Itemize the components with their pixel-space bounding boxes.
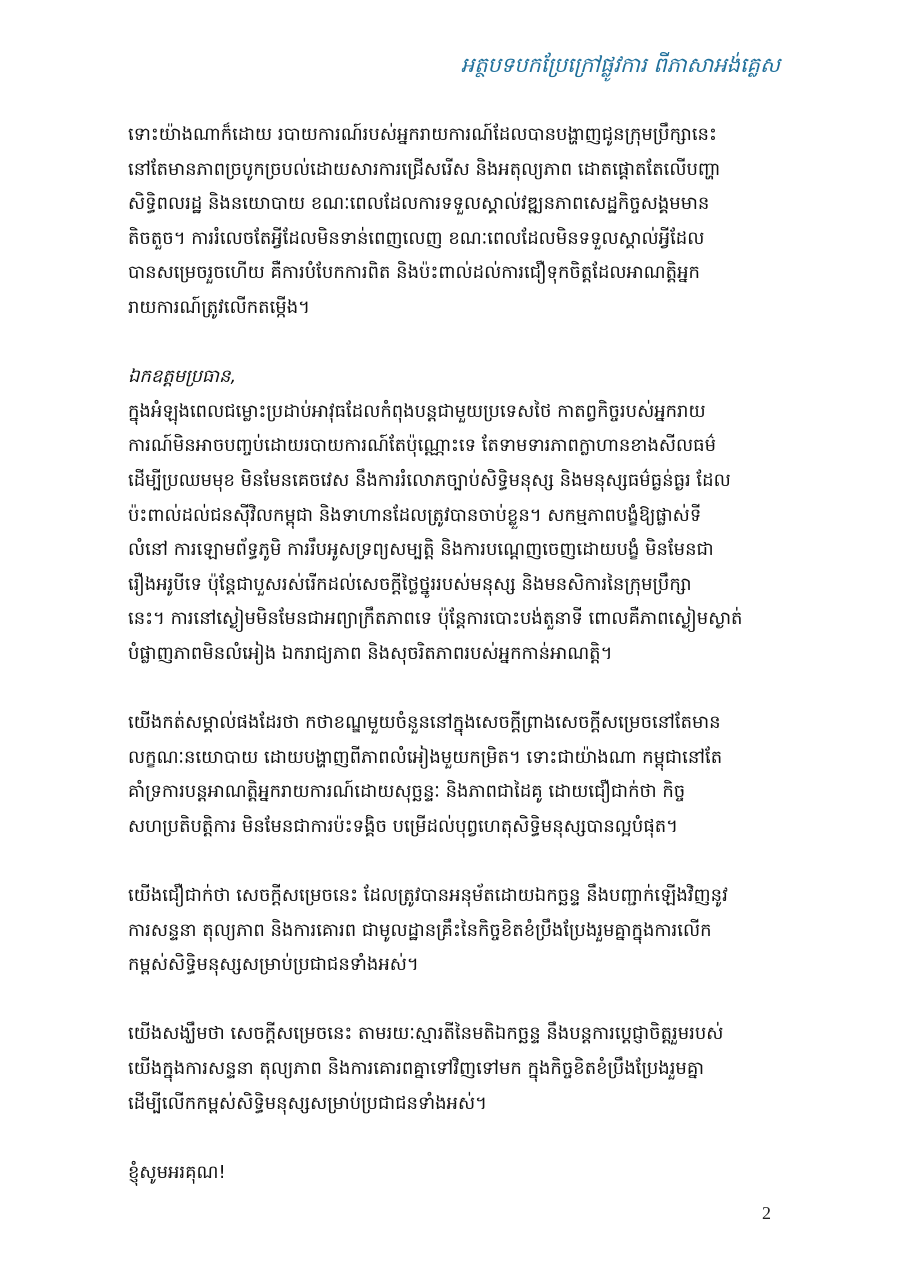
text-line: លក្ខណៈនយោបាយ ដោយបង្ហាញពីភាពលំអៀងមួយកម្រិត។ ទោះជាយ៉ាងណា កម្ពុជានៅតែ xyxy=(128,746,723,768)
text-line: កម្ពស់សិទ្ធិមនុស្សសម្រាប់ប្រជាជនទាំងអស់។ xyxy=(128,954,419,976)
text-line: យើងជឿជាក់ថា សេចក្តីសម្រេចនេះ ដែលត្រូវបានអនុម័តដោយឯកច្ឆន្ទ នឹងបញ្ជាក់ឡើងវិញនូវ xyxy=(128,885,728,907)
text-line: លំនៅ ការឡោមព័ទ្ធភូមិ ការរឹបអូសទ្រព្យសម្បត្តិ និងការបណ្តេញចេញដោយបង្ខំ មិនមែនជា xyxy=(128,539,714,561)
paragraph-3 xyxy=(128,706,780,844)
text-line: ការសន្ទនា តុល្យភាព និងការគោរព ជាមូលដ្ឋានគ្រឹះនៃកិច្ចខិតខំប្រឹងប្រែងរួមគ្នាក្នុងការលើក xyxy=(128,919,712,941)
text-line: សិទ្ធិពលរដ្ឋ និងនយោបាយ ខណៈពេលដែលការទទួលស្គាល់វឌ្ឍនភាពសេដ្ឋកិច្ចសង្គមមាន xyxy=(128,193,710,215)
text-line: យើងសង្ឃឹមថា សេចក្តីសម្រេចនេះ តាមរយៈស្មារតីនៃមតិឯកច្ឆន្ទ នឹងបន្តការប្តេជ្ញាចិត្តរួមរបស់ xyxy=(128,1023,724,1045)
text-line: ក្នុងអំឡុងពេលជម្លោះប្រដាប់អាវុធដែលកំពុងបន្តជាមួយប្រទេសថៃ កាតព្វកិច្ចរបស់អ្នករាយ xyxy=(128,400,706,422)
text-line: បំផ្លាញភាពមិនលំអៀង ឯករាជ្យភាព និងសុចរិតភាពរបស់អ្នកកាន់អាណត្តិ។ xyxy=(128,642,613,664)
paragraph-2 xyxy=(128,360,780,671)
paragraph-1 xyxy=(128,118,780,326)
text-line: ដើម្បីលើកកម្ពស់សិទ្ធិមនុស្សសម្រាប់ប្រជាជនទាំងអស់។ xyxy=(128,1092,487,1114)
text-line: នេះ។ ការនៅស្ងៀមមិនមែនជាអព្យាក្រឹតភាពទេ ប៉ុន្តែការបោះបង់តួនាទី ពោលគឺភាពស្ងៀមស្ងាត់ xyxy=(128,608,743,630)
text-line: គាំទ្រការបន្តអាណត្តិអ្នករាយការណ៍ដោយសុច្ឆន្ទៈ និងភាពជាដៃគូ ដោយជឿជាក់ថា កិច្ច xyxy=(128,781,686,803)
page-number: 2 xyxy=(762,1203,771,1223)
closing-line: ខ្ញុំសូមអរគុណ! xyxy=(128,1161,226,1183)
text-line: នៅតែមានភាពច្របូកច្របល់ដោយសារការជ្រើសរើស និងអតុល្យភាព ដោតផ្តោតតែលើបញ្ហា xyxy=(128,158,721,180)
paragraph-5 xyxy=(128,1017,780,1121)
text-line: ទោះយ៉ាងណាក៏ដោយ របាយការណ៍របស់អ្នករាយការណ៍ដែលបានបង្ហាញជូនក្រុមប្រឹក្សានេះ xyxy=(128,124,717,145)
text-line: ការណ៍មិនអាចបញ្ចប់ដោយរបាយការណ៍តែប៉ុណ្ណោះទេ តែទាមទារភាពក្លាហានខាងសីលធម៌ xyxy=(128,435,716,457)
text-line: តិចតួច។ ការរំលេចតែអ្វីដែលមិនទាន់ពេញលេញ ខណៈពេលដែលមិនទទួលស្គាល់អ្វីដែល xyxy=(128,227,705,249)
paragraph-4 xyxy=(128,879,780,983)
paragraph-spacer xyxy=(128,672,780,707)
paragraph-spacer xyxy=(128,983,780,1018)
paragraph-spacer xyxy=(128,1121,780,1156)
paragraph-spacer xyxy=(128,844,780,879)
text-line: យើងកត់សម្គាល់ផងដែរថា កថាខណ្ឌមួយចំនួននៅក្នុងសេចក្តីព្រាងសេចក្តីសម្រេចនៅតែមាន xyxy=(128,712,721,734)
text-line: ដើម្បីប្រឈមមុខ មិនមែនគេចវេស នឹងការរំលោភច្បាប់សិទ្ធិមនុស្ស និងមនុស្សធម៌ធ្ងន់ធ្ងរ ដែល xyxy=(128,469,731,491)
text-line: រាយការណ៍ត្រូវលើកតម្កើង។ xyxy=(128,296,311,318)
text-line: រឿងអរូបីទេ ប៉ុន្តែជាបួសរស់រើកដល់សេចក្តីថ្លៃថ្នូររបស់មនុស្ស និងមនសិការនៃក្រុមប្រឹក្សា xyxy=(128,573,692,595)
text-line: បានសម្រេចរួចហើយ គឺការបំបែកការពិត និងប៉ះពាល់ដល់ការជឿទុកចិត្តដែលអាណត្តិអ្នក xyxy=(128,262,700,284)
salutation: ឯកឧត្តមប្រធាន, xyxy=(128,366,237,388)
closing xyxy=(128,1156,780,1191)
paragraph-spacer xyxy=(128,326,780,361)
running-header: អត្ថបទបកប្រែក្រៅផ្លូវការ ពីភាសាអង់គ្លេស xyxy=(460,53,780,77)
body-text xyxy=(128,118,780,1190)
text-line: ប៉ះពាល់ដល់ជនស៊ីវិលកម្ពុជា និងទាហានដែលត្រូវបានចាប់ខ្លួន។ សកម្មភាពបង្ខំឱ្យផ្លាស់ទី xyxy=(128,504,702,526)
text-line: សហប្រតិបត្តិការ មិនមែនជាការប៉ះទង្គិច បម្រើដល់បុព្វហេតុសិទ្ធិមនុស្សបានល្អបំផុត។ xyxy=(128,815,679,837)
text-line: យើងក្នុងការសន្ទនា តុល្យភាព និងការគោរពគ្នាទៅវិញទៅមក ក្នុងកិច្ចខិតខំប្រឹងប្រែងរួមគ្នា xyxy=(128,1058,704,1080)
